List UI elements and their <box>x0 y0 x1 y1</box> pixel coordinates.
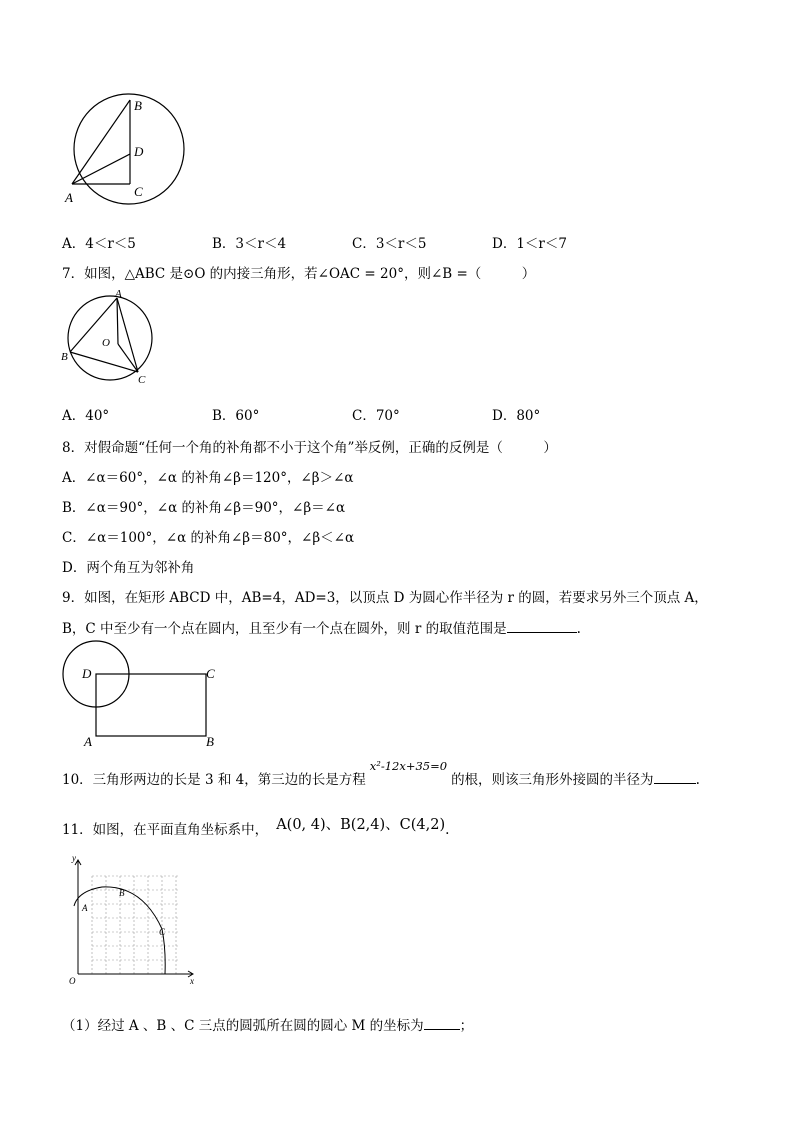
q7-stem: 7．如图，△ABC 是⊙O 的内接三角形，若∠OAC = 20°，则∠B =（ ） <box>62 266 536 282</box>
q8-option-c: C．∠α＝100°，∠α 的补角∠β＝80°，∠β＜∠α <box>62 530 355 546</box>
q9-line2-end: . <box>576 621 581 637</box>
fig11-label-y: y <box>72 853 76 863</box>
fig7-label-B: B <box>61 351 68 363</box>
q6-figure <box>62 92 192 210</box>
fig7-label-O: O <box>102 337 110 349</box>
q10-answer-blank <box>654 783 696 784</box>
fig6-label-B: B <box>134 98 142 113</box>
q11-sub1-answer-blank <box>424 1029 460 1030</box>
q11-sub1 <box>62 1014 473 1034</box>
q6-option-b: B．3＜r＜4 <box>212 236 287 252</box>
q11-sub1-text: （1）经过 A 、B 、C 三点的圆弧所在圆的圆心 M 的坐标为 <box>62 1018 424 1034</box>
q11-stem-end: . <box>445 822 450 838</box>
q8-option-a: A．∠α＝60°，∠α 的补角∠β＝120°，∠β＞∠α <box>62 470 354 486</box>
fig9-label-B: B <box>206 734 214 749</box>
fig11-label-B: B <box>119 888 125 898</box>
q11-line <box>62 818 449 839</box>
q11-stem: 11．如图，在平面直角坐标系中， <box>62 822 269 838</box>
q10-equation: x²-12x+35=0 <box>369 759 448 773</box>
q10-line <box>62 759 700 788</box>
fig7-label-A: A <box>115 290 122 300</box>
fig7-label-C: C <box>138 374 146 386</box>
fig11-label-x: x <box>190 976 194 986</box>
fig11-label-C: C <box>159 927 166 937</box>
q7-figure <box>60 290 160 386</box>
q9-line2 <box>62 617 581 637</box>
q11-figure <box>62 853 202 988</box>
fig6-label-D: D <box>134 144 144 159</box>
q8-option-b: B．∠α＝90°，∠α 的补角∠β＝90°，∠β＝∠α <box>62 500 346 516</box>
q10-text-end: . <box>695 772 700 788</box>
q9-figure <box>60 638 230 750</box>
fig6-label-C: C <box>134 184 143 199</box>
fig6-label-A: A <box>65 190 73 205</box>
fig11-label-O: O <box>69 976 76 986</box>
q7-option-a: A．40° <box>62 408 110 424</box>
q10-text-b: 的根，则该三角形外接圆的半径为 <box>451 772 654 788</box>
q10-text-a: 10．三角形两边的长是 3 和 4，第三边的长是方程 <box>62 772 366 788</box>
q9-answer-blank <box>507 632 577 633</box>
q6-option-d: D．1＜r＜7 <box>492 236 567 252</box>
fig11-label-A: A <box>82 903 88 913</box>
q7-option-d: D．80° <box>492 408 541 424</box>
q11-points: A(0, 4)、B(2,4)、C(4,2) <box>276 817 446 833</box>
q7-option-b: B．60° <box>212 408 260 424</box>
q8-stem: 8．对假命题“任何一个角的补角都不小于这个角”举反例，正确的反例是（ ） <box>62 440 557 456</box>
fig9-label-D: D <box>82 666 92 681</box>
fig9-label-C: C <box>206 666 215 681</box>
q7-option-c: C．70° <box>352 408 400 424</box>
q6-option-c: C．3＜r＜5 <box>352 236 427 252</box>
q6-option-a: A．4＜r＜5 <box>62 236 136 252</box>
fig9-label-A: A <box>84 734 92 749</box>
q9-line1: 9．如图，在矩形 ABCD 中，AB=4，AD=3，以顶点 D 为圆心作半径为 r 的圆，若要求另外三个顶点 A， <box>62 590 708 606</box>
q11-sub1-end: ； <box>459 1018 474 1034</box>
q9-line2-text: B，C 中至少有一个点在圆内，且至少有一个点在圆外，则 r 的取值范围是 <box>62 621 507 637</box>
q8-option-d: D．两个角互为邻补角 <box>62 560 195 576</box>
